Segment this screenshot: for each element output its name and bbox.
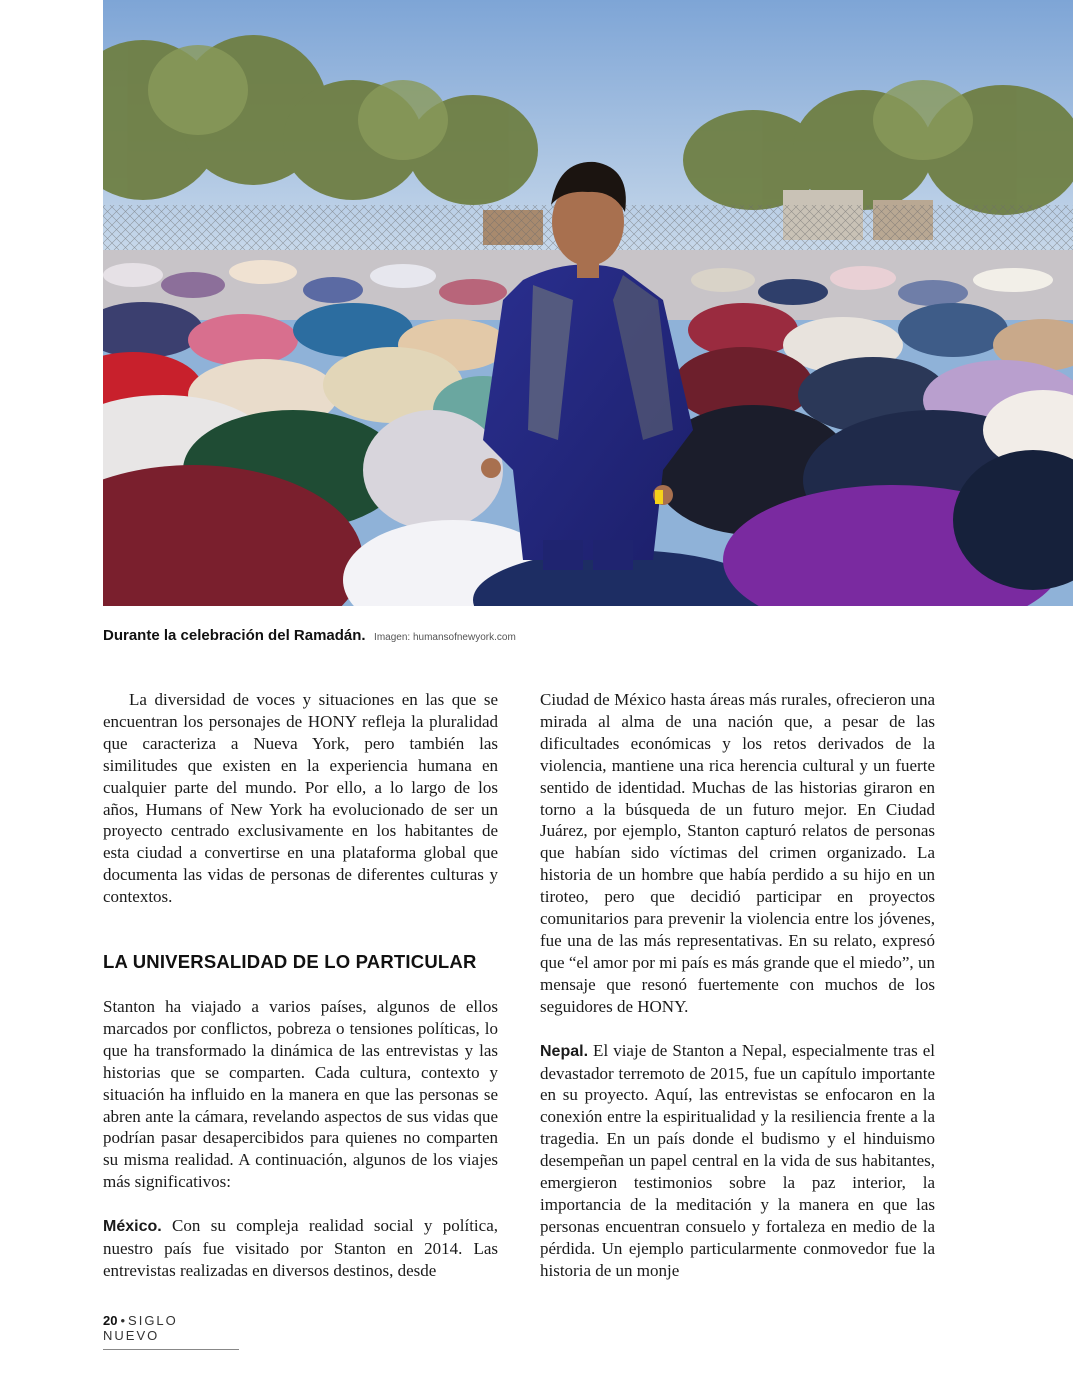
caption-credit: Imagen: humansofnewyork.com bbox=[374, 632, 516, 643]
nepal-lead: Nepal. bbox=[540, 1042, 589, 1060]
nepal-paragraph bbox=[540, 1040, 935, 1282]
mexico-text: Con su compleja realidad social y política, nuestro país fue visitado por Stanton en 2014. Las entrevistas realizadas en diversos destinos, desde bbox=[103, 1216, 498, 1280]
article-photo bbox=[103, 0, 1073, 606]
footer-separator: • bbox=[120, 1313, 126, 1328]
travels-paragraph: Stanton ha viajado a varios países, algunos de ellos marcados por conflictos, pobreza o tensiones políticas, lo que ha transformado la dinámica de las entrevistas y las historias que se comparten. Cada cultura, contexto y situación ha influido en la manera en que las personas se abren ante la cámara, revelando aspectos de sus vidas que podrían pasar desapercibidos para quienes no comparten su misma realidad. A continuación, algunos de los viajes más significativos: bbox=[103, 996, 498, 1192]
right-column bbox=[540, 689, 935, 1282]
section-subheading: LA UNIVERSALIDAD DE LO PARTICULAR bbox=[103, 951, 477, 973]
intro-paragraph: La diversidad de voces y situaciones en las que se encuentran los personajes de HONY refleja la pluralidad que caracteriza a Nueva York, pero también las similitudes que existen en la experiencia humana en cualquier parte del mundo. Por ello, a lo largo de los años, Humans of New York ha evolucionado de ser un proyecto centrado exclusivamente en los habitantes de esta ciudad a convertirse en una plataforma global que documenta las vidas de personas de diferentes culturas y contextos. bbox=[103, 690, 498, 907]
page-number: 20 bbox=[103, 1313, 118, 1328]
mexico-paragraph bbox=[103, 1215, 498, 1282]
photo-illustration bbox=[103, 0, 1073, 606]
left-column bbox=[103, 689, 498, 1282]
photo-caption bbox=[103, 627, 803, 645]
page-footer bbox=[103, 1313, 239, 1350]
nepal-text: El viaje de Stanton a Nepal, especialmente tras el devastador terremoto de 2015, fue un capítulo importante en su proyecto. Aquí, las entrevistas se enfocaron en la conexión entre la espiritualidad y la resiliencia frente a la tragedia. En un país donde el budismo y el hinduismo desempeñan un papel central en la vida de sus habitantes, emergieron testimonios sobre la paz interior, la importancia de la meditación y la manera en que las personas encuentran consuelo y fortaleza en medio de la pérdida. Un ejemplo particularmente conmovedor fue la historia de un monje bbox=[540, 1040, 935, 1280]
mexico-lead: México. bbox=[103, 1218, 162, 1236]
magazine-name: SIGLO NUEVO bbox=[103, 1313, 178, 1343]
caption-text: Durante la celebración del Ramadán. bbox=[103, 627, 366, 644]
mexico-continued-paragraph: Ciudad de México hasta áreas más rurales, ofrecieron una mirada al alma de una nación que, a pesar de las dificultades económicas y los retos derivados de la violencia, mantiene una rica herencia cultural y un fuerte sentido de identidad. Muchas de las historias giraron en torno a la búsqueda de un futuro mejor. En Ciudad Juárez, por ejemplo, Stanton capturó relatos de personas que habían sido víctimas del crimen organizado. La historia de un hombre que había perdido a su hijo en un tiroteo, pero que decidió participar en proyectos comunitarios para prevenir la violencia entre los jóvenes, fue una de las más representativas. En su relato, expresó que “el amor por mi país es más grande que el miedo”, un mensaje que resonó fuertemente con muchos de los seguidores de HONY. bbox=[540, 690, 935, 1016]
